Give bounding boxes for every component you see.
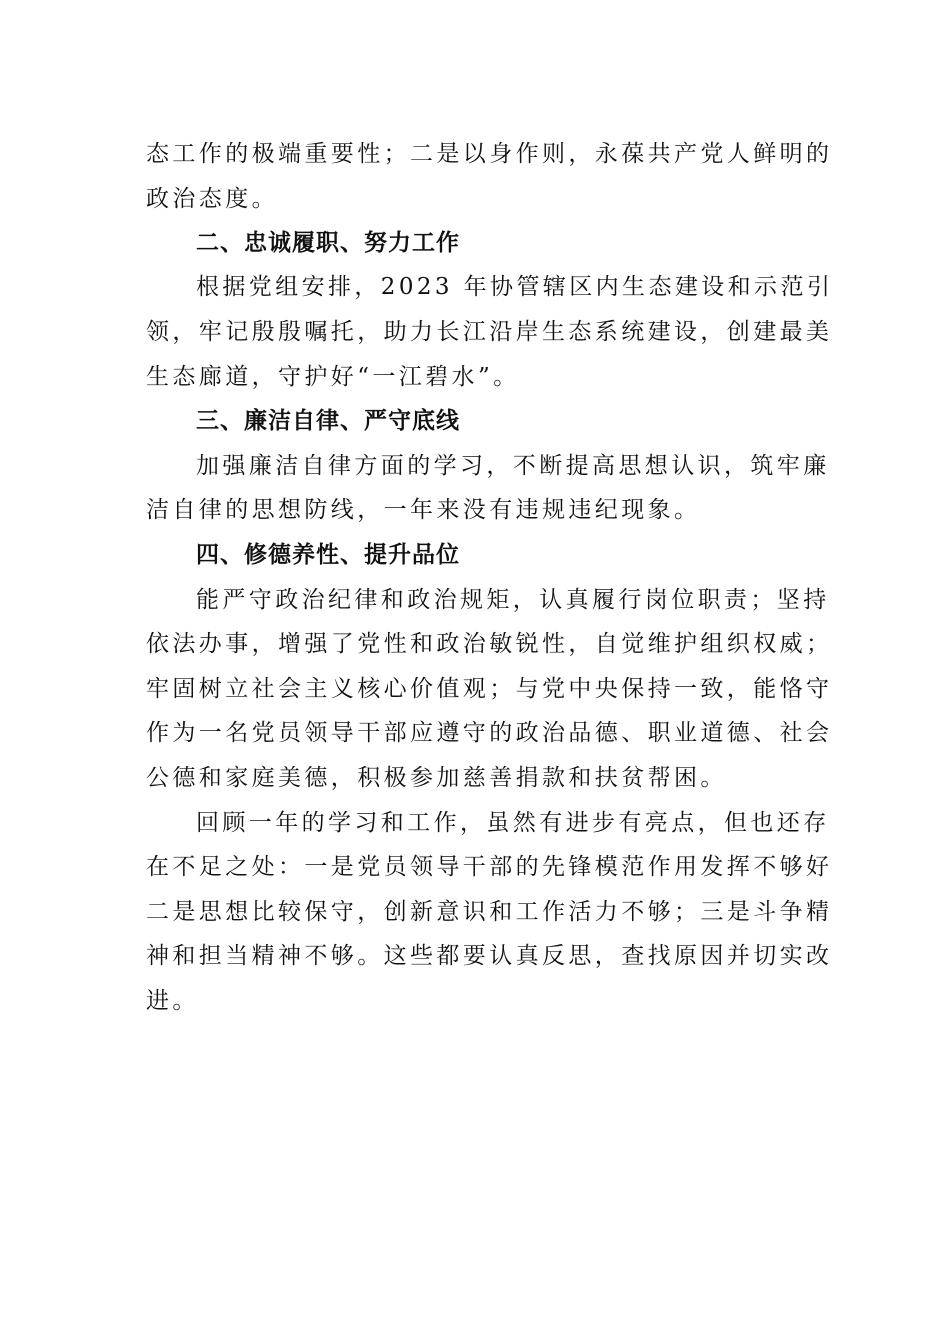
paragraph-line: 回顾一年的学习和工作，虽然有进步有亮点，但也还存: [196, 810, 830, 836]
paragraph-line: 牢固树立社会主义核心价值观；与党中央保持一致，能恪守: [146, 676, 833, 702]
paragraph-line: 作为一名党员领导干部应遵守的政治品德、职业道德、社会: [146, 720, 833, 746]
section-heading-3: 三、廉洁自律、严守底线: [196, 408, 460, 434]
section-heading-4: 四、修德养性、提升品位: [196, 542, 460, 568]
paragraph-line: 二是思想比较保守，创新意识和工作活力不够；三是斗争精: [146, 899, 833, 925]
paragraph-line: 生态廊道，守护好“一江碧水”。: [146, 364, 520, 390]
paragraph-line: 在不足之处：一是党员领导干部的先锋模范作用发挥不够好: [146, 854, 833, 880]
paragraph-line: 进。: [146, 988, 199, 1014]
paragraph-line: 公德和家庭美德，积极参加慈善捐款和扶贫帮困。: [146, 765, 727, 791]
paragraph-line: 领，牢记殷殷嘱托，助力长江沿岸生态系统建设，创建最美: [146, 319, 833, 345]
paragraph-line: 依法办事，增强了党性和政治敏锐性，自觉维护组织权威；: [146, 631, 833, 657]
paragraph-line: 洁自律的思想防线，一年来没有违规违纪现象。: [146, 497, 701, 523]
paragraph-line: 能严守政治纪律和政治规矩，认真履行岗位职责；坚持: [196, 587, 830, 613]
paragraph-line: 态工作的极端重要性；二是以身作则，永葆共产党人鲜明的: [146, 141, 833, 167]
section-heading-2: 二、忠诚履职、努力工作: [196, 230, 460, 256]
paragraph-line: 政治态度。: [146, 186, 278, 212]
paragraph-line: 加强廉洁自律方面的学习，不断提高思想认识，筑牢廉: [196, 453, 830, 479]
paragraph-line: 神和担当精神不够。这些都要认真反思，查找原因并切实改: [146, 943, 833, 969]
paragraph-line: 根据党组安排，2023 年协管辖区内生态建设和示范引: [196, 274, 834, 300]
